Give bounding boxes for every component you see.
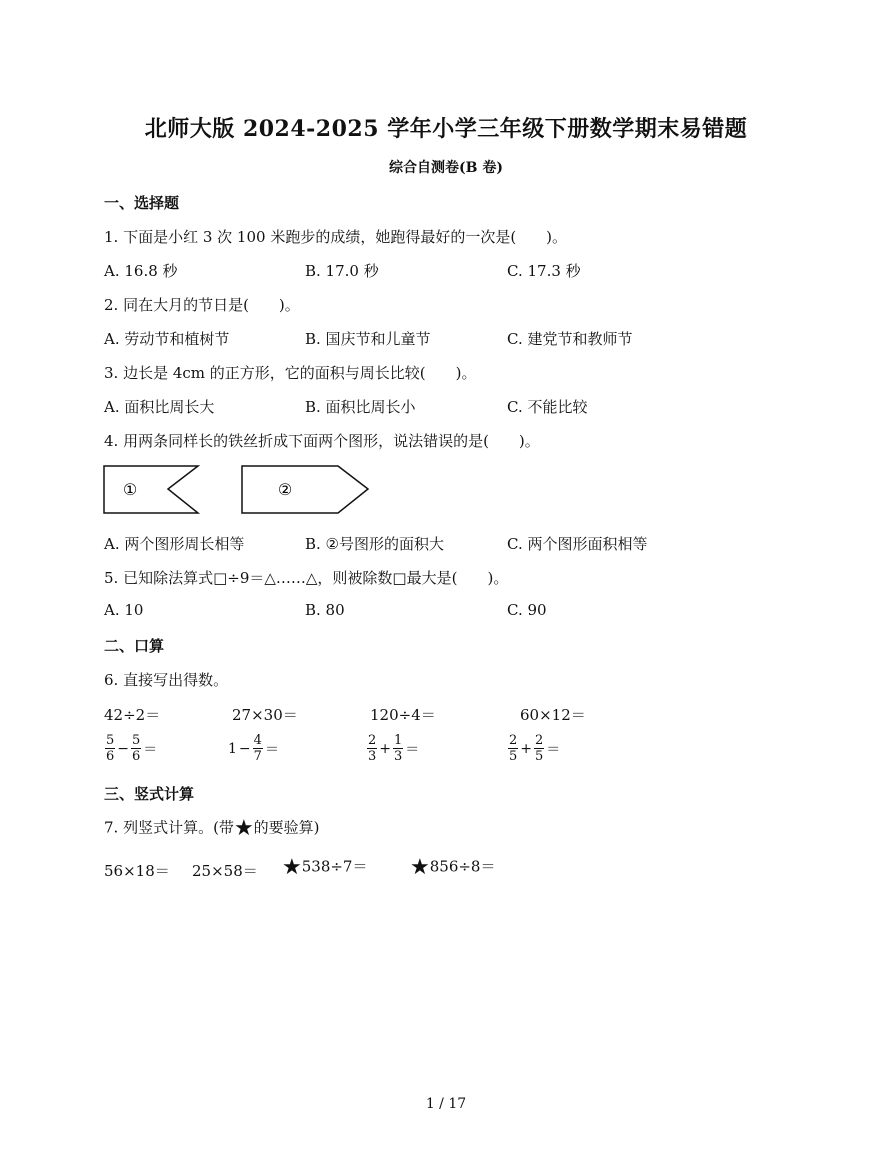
vertical-item-3: ★538÷7＝ [282,855,368,880]
question-2-option-c: C. 建党节和教师节 [507,330,633,348]
oral-item-4: 60×12＝ [520,706,586,724]
question-3-option-c: C. 不能比较 [507,398,588,416]
section-heading-vertical: 三、竖式计算 [104,785,195,803]
figure-2-shape [242,466,368,513]
question-4-stem: 4. 用两条同样长的铁丝折成下面两个图形，说法错误的是( )。 [104,432,540,450]
question-2-option-a: A. 劳动节和植树节 [104,330,230,348]
figure-2-label: ② [277,480,293,499]
star-icon: ★ [410,855,430,880]
oral-fraction-item-1: $\frac{5}{6}$ − $\frac{5}{6}$ ＝ [106,733,158,764]
question-7-stem: 7. 列竖式计算。(带★的要验算) [104,816,320,841]
question-1-option-c: C. 17.3 秒 [507,262,581,280]
vertical-item-2: 25×58＝ [192,862,258,880]
question-5-option-c: C. 90 [507,601,547,619]
oral-fraction-item-2: 1 − $\frac{4}{7}$ ＝ [228,733,279,764]
oral-fraction-item-4: $\frac{2}{5}$ + $\frac{2}{5}$ ＝ [509,733,561,764]
question-2-option-b: B. 国庆节和儿童节 [305,330,431,348]
question-1-option-b: B. 17.0 秒 [305,262,379,280]
oral-item-2: 27×30＝ [232,706,298,724]
question-2-stem: 2. 同在大月的节日是( )。 [104,296,300,314]
fraction: $\frac{1}{3}$ [394,733,403,764]
section-heading-choice: 一、选择题 [104,194,180,212]
question-5-option-b: B. 80 [305,601,345,619]
star-icon: ★ [233,816,254,841]
oral-item-1: 42÷2＝ [104,706,161,724]
question-3-option-a: A. 面积比周长大 [104,398,215,416]
question-4-option-a: A. 两个图形周长相等 [104,535,245,553]
page-subtitle: 综合自测卷(B 卷) [389,160,503,176]
page-number: 1 / 17 [425,1096,467,1112]
question-5-option-a: A. 10 [104,601,144,619]
question-1-stem: 1. 下面是小红 3 次 100 米跑步的成绩，她跑得最好的一次是( )。 [104,228,568,246]
fraction: $\frac{2}{5}$ [509,733,518,764]
fraction: $\frac{5}{6}$ [132,733,141,764]
vertical-item-4: ★856÷8＝ [410,855,496,880]
question-4-figures [100,464,380,516]
figure-1-label: ① [122,480,138,499]
question-3-option-b: B. 面积比周长小 [305,398,416,416]
question-1-option-a: A. 16.8 秒 [104,262,178,280]
fraction: $\frac{4}{7}$ [253,733,262,764]
page-title: 北师大版 2024-2025 学年小学三年级下册数学期末易错题 [144,116,748,142]
star-icon: ★ [282,855,302,880]
question-4-option-c: C. 两个图形面积相等 [507,535,648,553]
fraction: $\frac{5}{6}$ [106,733,115,764]
question-6-stem: 6. 直接写出得数。 [104,671,229,689]
fraction: $\frac{2}{3}$ [368,733,377,764]
question-5-stem: 5. 已知除法算式□÷9＝△……△，则被除数□最大是( )。 [104,569,509,587]
figure-1-shape [104,466,198,513]
question-4-option-b: B. ②号图形的面积大 [305,535,445,553]
fraction: $\frac{2}{5}$ [535,733,544,764]
oral-fraction-item-3: $\frac{2}{3}$ + $\frac{1}{3}$ ＝ [368,733,420,764]
section-heading-oral: 二、口算 [104,637,165,655]
vertical-item-1: 56×18＝ [104,862,170,880]
oral-item-3: 120÷4＝ [370,706,436,724]
question-3-stem: 3. 边长是 4cm 的正方形，它的面积与周长比较( )。 [104,364,477,382]
